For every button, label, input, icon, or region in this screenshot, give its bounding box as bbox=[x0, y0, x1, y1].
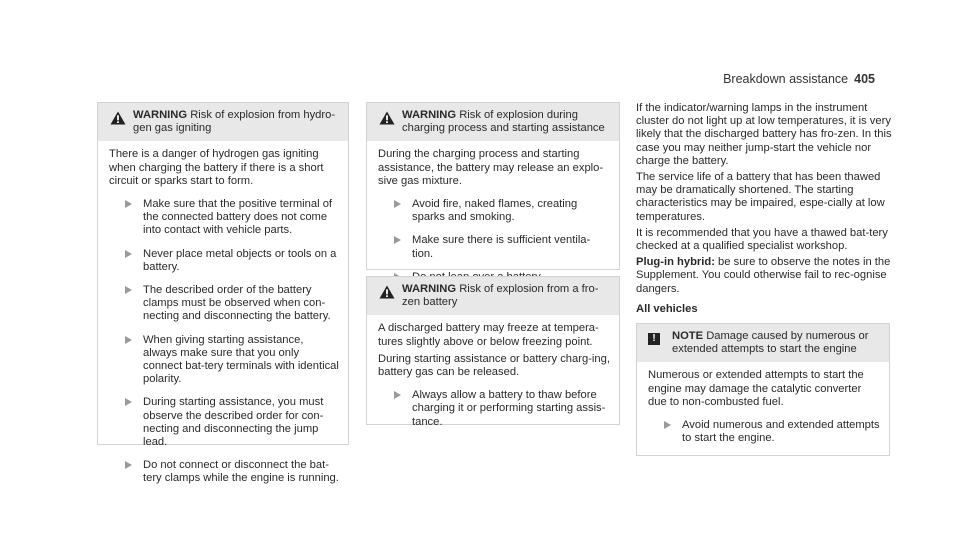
warning-title: Risk of explosion from a fro-zen battery bbox=[402, 283, 599, 309]
warning-triangle-icon bbox=[110, 111, 126, 125]
column-three bbox=[636, 102, 896, 456]
warning-box-frozen bbox=[366, 276, 620, 428]
hybrid-paragraph bbox=[636, 256, 896, 296]
note-title: Damage caused by numerous or extended attempts to start the engine bbox=[672, 330, 869, 356]
arrow-bullet-icon bbox=[394, 200, 401, 208]
list-item: The described order of the battery clamps must be observed when con-necting and disconnecting the battery. bbox=[109, 284, 340, 324]
warning-intro: During the charging process and starting assistance, the battery may release an explo-sive gas mixture. bbox=[378, 148, 604, 187]
warning-box-charging bbox=[366, 102, 620, 270]
arrow-bullet-icon bbox=[125, 461, 132, 469]
list-item: Make sure that the positive terminal of the connected battery does not come into contact with vehicle parts. bbox=[109, 198, 340, 238]
section-title: Breakdown assistance bbox=[723, 72, 849, 86]
warning-intro: There is a danger of hydrogen gas igniting when charging the battery if there is a short circuit or sparks start to form. bbox=[109, 148, 324, 187]
list-item: Avoid fire, naked flames, creating sparks and smoking. bbox=[378, 198, 611, 224]
list-item: Do not connect or disconnect the bat-tery clamps while the engine is running. bbox=[109, 459, 340, 485]
arrow-bullet-icon bbox=[125, 250, 132, 258]
paragraph: The service life of a battery that has been thawed may be dramatically shortened. The starting characteristics may be impaired, espe-cially at low temperatures. bbox=[636, 171, 885, 223]
warning-title: Risk of explosion during charging process and starting assistance bbox=[402, 109, 605, 135]
exclamation-icon: ! bbox=[648, 333, 660, 345]
warning-label: WARNING bbox=[402, 109, 457, 121]
arrow-bullet-icon bbox=[125, 398, 132, 406]
hybrid-label: Plug-in hybrid: bbox=[636, 256, 715, 269]
warning-header bbox=[367, 277, 619, 315]
warning-header bbox=[367, 103, 619, 141]
arrow-bullet-icon bbox=[125, 336, 132, 344]
warning-label: WARNING bbox=[402, 283, 457, 295]
warning-box-hydrogen bbox=[97, 102, 349, 485]
arrow-bullet-icon bbox=[394, 391, 401, 399]
arrow-bullet-icon bbox=[394, 236, 401, 244]
paragraph: If the indicator/warning lamps in the instrument cluster do not light up at low temperatures, it is very likely that the discharged battery has fro-zen. In this case you may neither jump-start the vehicle nor charge the battery. bbox=[636, 102, 892, 167]
note-body: Numerous or extended attempts to start the engine may damage the catalytic converter due to non-combusted fuel. bbox=[648, 369, 864, 408]
note-label: NOTE bbox=[672, 330, 704, 343]
arrow-bullet-icon bbox=[125, 286, 132, 294]
list-item: Always allow a battery to thaw before charging it or performing starting assis-tance. bbox=[378, 389, 611, 429]
page-number: 405 bbox=[854, 72, 875, 86]
paragraph: It is recommended that you have a thawed bat-tery checked at a qualified specialist workshop. bbox=[636, 226, 888, 253]
list-item: When giving starting assistance, always make sure that you only connect bat-tery terminals with identical polarity. bbox=[109, 334, 340, 387]
warning-triangle-icon bbox=[379, 285, 395, 299]
subheading: All vehicles bbox=[636, 302, 698, 315]
list-item: Never place metal objects or tools on a battery. bbox=[109, 248, 340, 274]
arrow-bullet-icon bbox=[125, 200, 132, 208]
hybrid-text: be sure to observe the notes in the Supplement. You could otherwise fail to rec-ognise dangers. bbox=[636, 256, 891, 295]
warning-triangle-icon bbox=[379, 111, 395, 125]
list-item: Avoid numerous and extended attempts to start the engine. bbox=[648, 419, 881, 445]
warning-title: Risk of explosion from hydro-gen gas igniting bbox=[133, 109, 336, 135]
warning-label: WARNING bbox=[133, 109, 188, 121]
list-item: During starting assistance, you must observe the described order for con-necting and disconnecting the jump lead. bbox=[109, 396, 340, 449]
warning-paragraph: A discharged battery may freeze at tempera-tures slightly above or below freezing point. bbox=[378, 322, 599, 348]
warning-header bbox=[98, 103, 348, 141]
note-header bbox=[637, 324, 889, 362]
page-header bbox=[723, 72, 875, 86]
warning-paragraph: During starting assistance or battery charg-ing, battery gas can be released. bbox=[378, 352, 610, 379]
arrow-bullet-icon bbox=[664, 421, 671, 429]
list-item: Make sure there is sufficient ventila-tion. bbox=[378, 234, 611, 260]
note-box bbox=[636, 323, 890, 456]
